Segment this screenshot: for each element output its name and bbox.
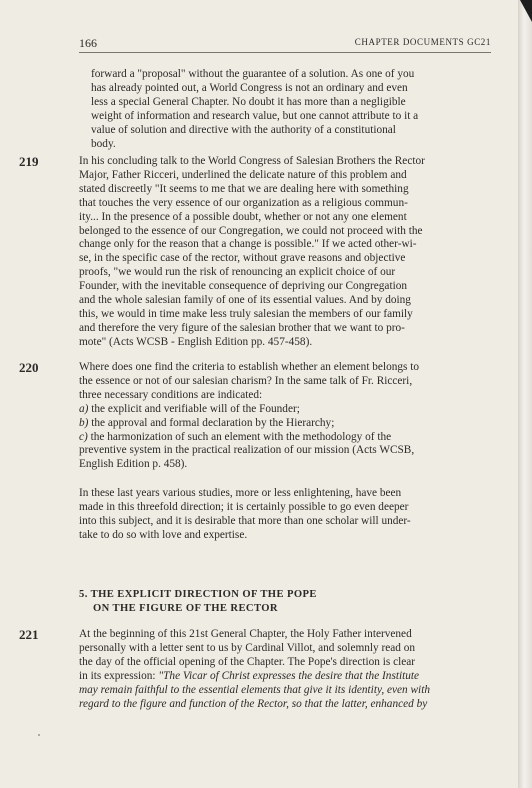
text-line: mote" (Acts WCSB - English Edition pp. 457-458). <box>79 335 313 348</box>
text-line: take to do so with love and expertise. <box>79 528 248 541</box>
section-heading <box>79 588 317 616</box>
condition-marker: c) <box>79 430 88 443</box>
text-line: the day of the official opening of the Chapter. The Pope's direction is clear <box>79 655 416 668</box>
condition-text: the explicit and verifiable will of the Founder; <box>91 402 300 415</box>
text-line <box>79 670 489 684</box>
text-line: se, in the specific case of the rector, without grave reasons and objective <box>79 252 406 265</box>
paragraph-number-220: 220 <box>19 360 39 375</box>
quote-line: may remain faithful to the essential elements that give it its identity, even with <box>79 683 430 696</box>
page-corner-mark <box>520 0 532 22</box>
paragraph-number-219: 219 <box>19 154 39 169</box>
paragraph-220-followup <box>79 487 489 543</box>
condition-marker: b) <box>79 416 89 429</box>
paragraph-219 <box>79 155 489 350</box>
quote-line: regard to the figure and function of the Rector, so that the latter, enhanced by <box>79 697 428 710</box>
text-line: into this subject, and it is desirable that more than one scholar will under- <box>79 514 411 527</box>
text-line: Founder, with the inevitable consequence of depriving our Congregation <box>79 280 408 293</box>
text-line: belonged to the essence of our Congregation, we could not proceed with the <box>79 224 423 237</box>
page-number: 166 <box>79 36 97 50</box>
text-line: At the beginning of this 21st General Chapter, the Holy Father intervened <box>79 628 412 640</box>
condition-a <box>79 403 489 417</box>
intro-paragraph <box>79 68 489 151</box>
text-line: three necessary conditions are indicated: <box>79 388 263 401</box>
text-line: has already pointed out, a World Congress is not an ordinary and even <box>91 81 408 94</box>
paragraph-221 <box>79 628 489 711</box>
text-line: forward a "proposal" without the guarantee of a solution. As one of you <box>91 68 415 80</box>
condition-c <box>79 431 489 445</box>
text-line: stated discreetly "It seems to me that we are dealing here with something <box>79 182 409 195</box>
text-line: In his concluding talk to the World Congress of Salesian Brothers the Rector <box>79 155 425 167</box>
text-line: less a special General Chapter. No doubt it has more than a negligible <box>91 95 406 108</box>
text-line: preventive system in the practical realization of our mission (Acts WCSB, <box>79 444 415 457</box>
text-line: value of solution and directive with the authority of a constitutional <box>91 123 396 136</box>
condition-text: the harmonization of such an element with the methodology of the <box>90 430 392 443</box>
heading-line: ON THE FIGURE OF THE RECTOR <box>93 603 278 614</box>
text-line: made in this threefold direction; it is certainly possible to go even deeper <box>79 500 409 513</box>
paragraph-number-221: 221 <box>19 627 39 642</box>
text-line: body. <box>91 137 116 150</box>
page-edge-shadow <box>518 0 532 788</box>
text-line: this, we would in time make less truly salesian the members of our family <box>79 307 413 320</box>
text-line: and the whole salesian family of one of its essential values. And by doing <box>79 294 411 307</box>
text-line: change only for the reason that a change is possible." If we acted other-wi- <box>79 238 417 251</box>
text-fragment: in its expression: <box>79 669 159 682</box>
heading-line: 5. THE EXPLICIT DIRECTION OF THE POPE <box>79 589 317 600</box>
text-line: proofs, "we would run the risk of renouncing an explicit choice of our <box>79 266 396 279</box>
condition-marker: a) <box>79 402 89 415</box>
text-line: ity... In the presence of a possible doubt, whether or not any one element <box>79 210 407 223</box>
running-title: CHAPTER DOCUMENTS GC21 <box>354 37 491 47</box>
text-line: personally with a letter sent to us by Cardinal Villot, and solemnly read on <box>79 641 416 654</box>
text-line: Major, Father Ricceri, underlined the delicate nature of this problem and <box>79 168 407 181</box>
text-line: and therefore the very figure of the salesian brother that we want to pro- <box>79 321 405 334</box>
condition-b <box>79 417 489 431</box>
text-line: weight of information and research value, but one cannot attribute to it a <box>91 109 419 122</box>
text-line: that touches the very essence of our organization as a religious commun- <box>79 196 408 209</box>
paragraph-220 <box>79 361 489 472</box>
quote-fragment: "The Vicar of Christ expresses the desire that the Institute <box>158 669 420 682</box>
text-line: the essence or not of our salesian charism? In the same talk of Fr. Ricceri, <box>79 374 413 387</box>
text-line: In these last years various studies, more or less enlightening, have been <box>79 487 402 499</box>
condition-text: the approval and formal declaration by the Hierarchy; <box>91 416 335 429</box>
text-line: English Edition p. 458). <box>79 458 188 471</box>
ink-speck <box>38 734 40 736</box>
header-rule <box>79 52 491 53</box>
running-header <box>79 36 491 50</box>
text-line: Where does one find the criteria to establish whether an element belongs to <box>79 361 420 373</box>
